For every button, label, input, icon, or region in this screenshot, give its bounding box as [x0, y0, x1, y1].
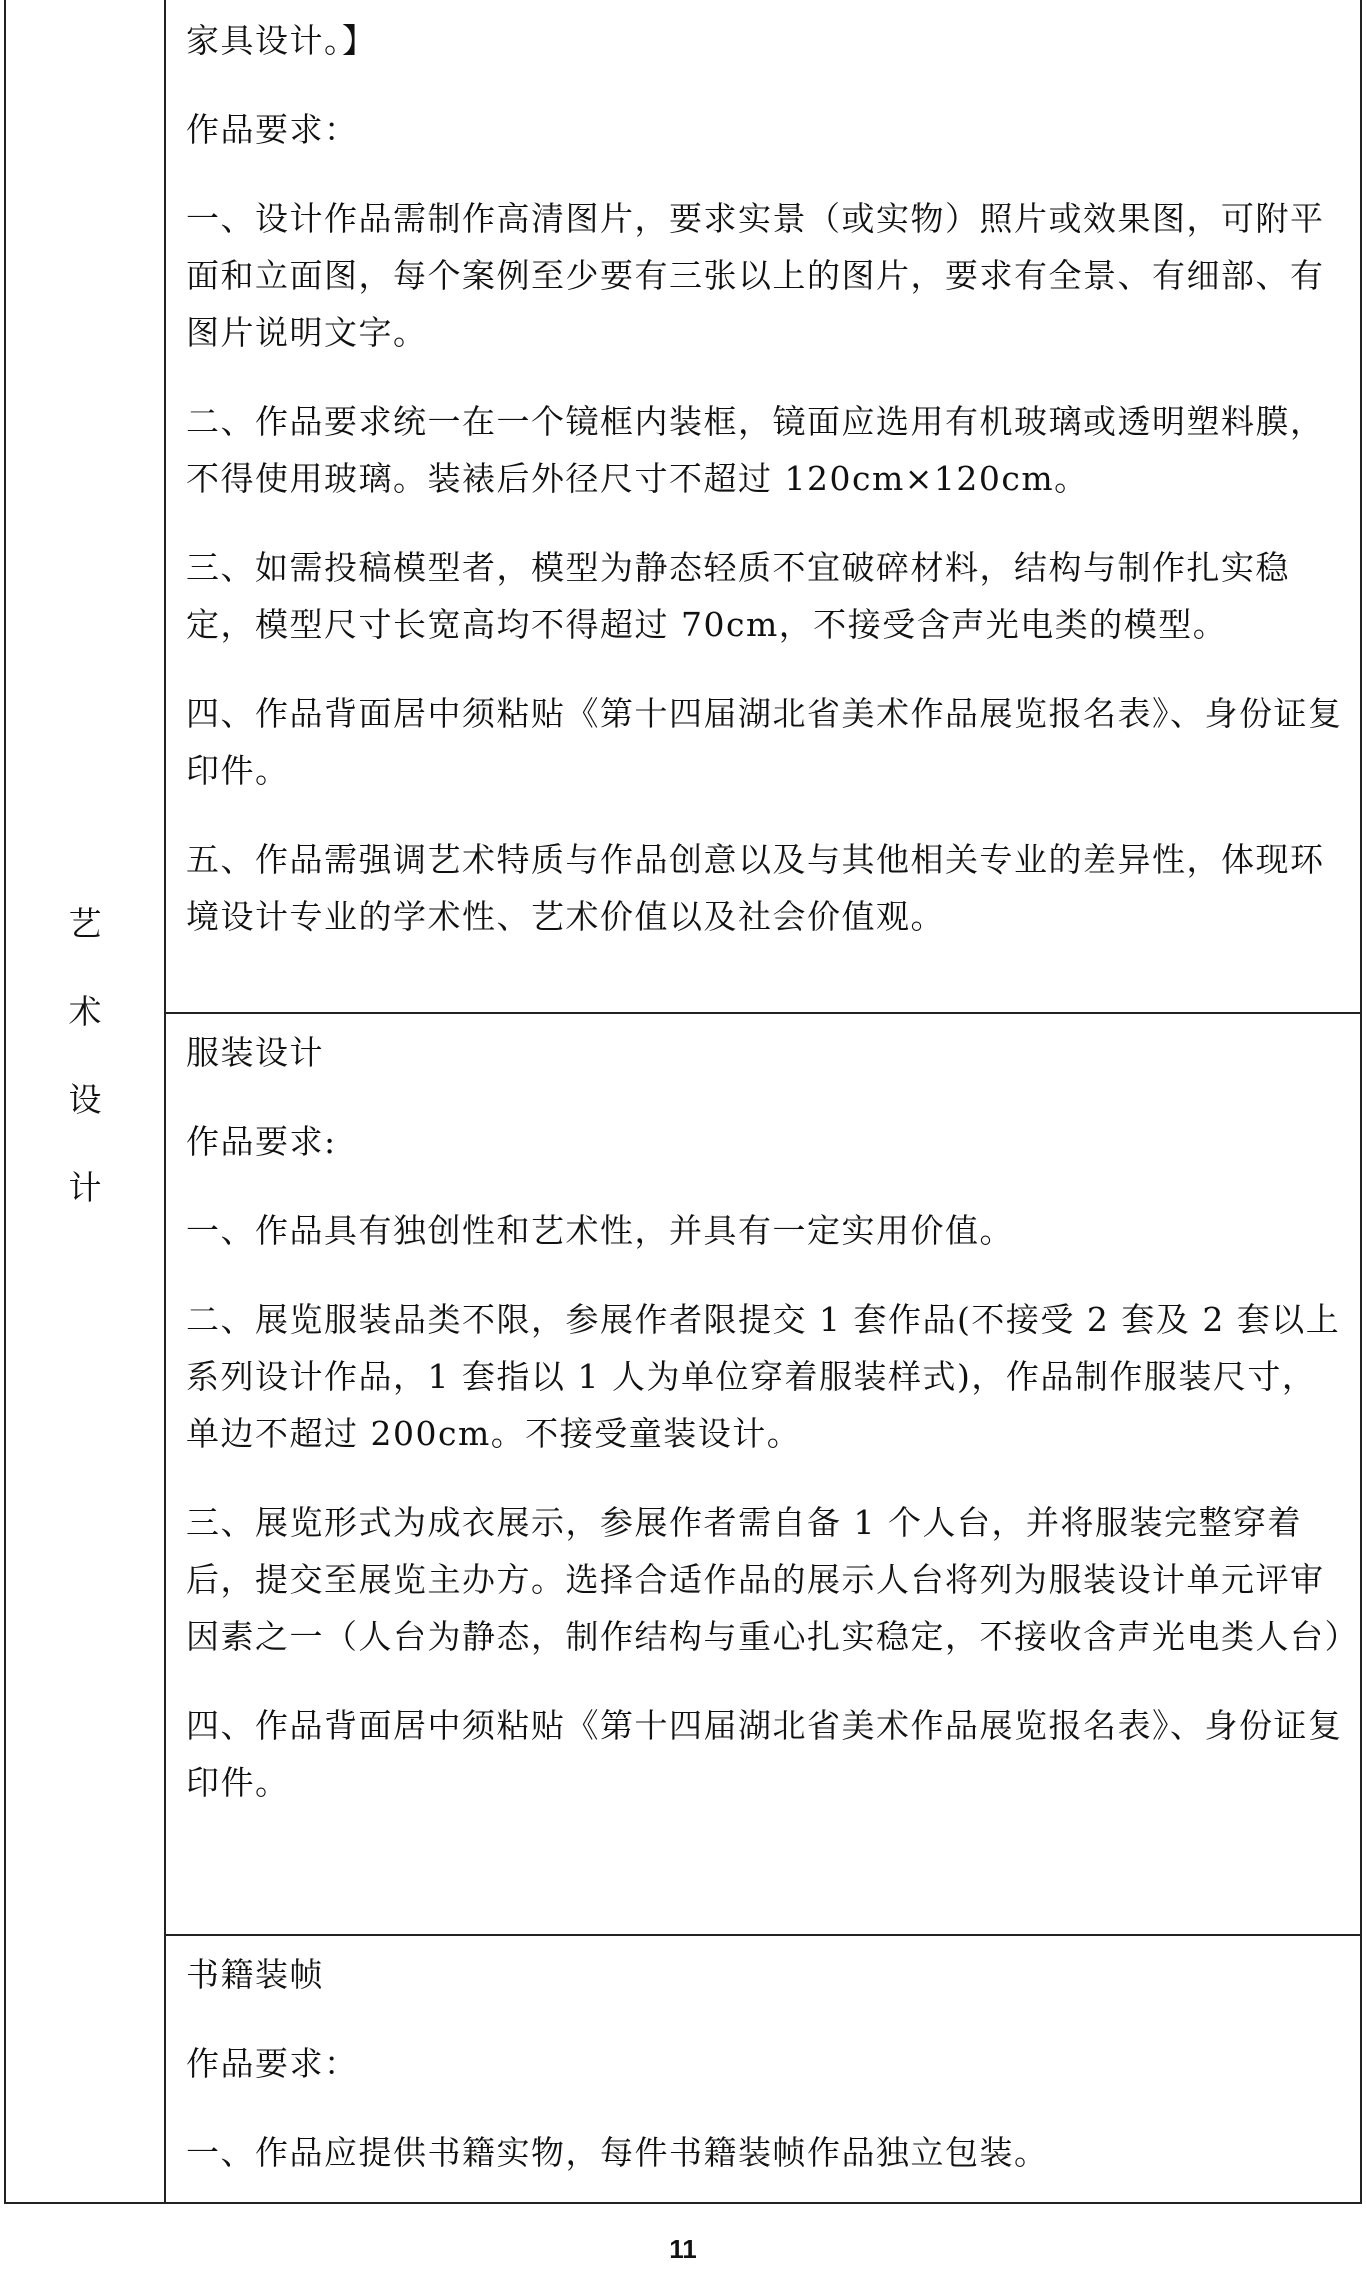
section-heading: 书籍装帧: [186, 1955, 324, 1994]
row-divider: [164, 1012, 1360, 1014]
paragraph: 一、作品应提供书籍实物，每件书籍装帧作品独立包装。: [186, 2133, 1049, 2172]
section-book-binding: [186, 1946, 1346, 2213]
paragraph: 二、作品要求统一在一个镜框内装框，镜面应选用有机玻璃或透明塑料膜，不得使用玻璃。装裱后外径尺寸不超过 120cm×120cm。: [186, 402, 1325, 498]
paragraph: 作品要求：: [186, 2044, 359, 2083]
paragraph: 家具设计。】: [186, 21, 377, 60]
column-divider: [164, 0, 166, 2202]
paragraph: 四、作品背面居中须粘贴《第十四届湖北省美术作品展览报名表》、身份证复印件。: [186, 694, 1343, 790]
paragraph: 二、展览服装品类不限，参展作者限提交 1 套作品(不接受 2 套及 2 套以上系列设计作品，1 套指以 1 人为单位穿着服装样式)，作品制作服装尺寸，单边不超过 200cm。不接受童装设计。: [186, 1300, 1341, 1453]
paragraph: 三、展览形式为成衣展示，参展作者需自备 1 个人台，并将服装完整穿着后，提交至展览主办方。选择合适作品的展示人台将列为服装设计单元评审因素之一（人台为静态，制作结构与重心扎实稳定，不接收含声光电类人台）: [186, 1503, 1359, 1656]
paragraph: 一、设计作品需制作高清图片，要求实景（或实物）照片或效果图，可附平面和立面图，每个案例至少要有三张以上的图片，要求有全景、有细部、有图片说明文字。: [186, 199, 1325, 352]
page-number: 11: [669, 2234, 697, 2264]
category-label-line2: 设 计: [68, 1080, 138, 1207]
category-label: [6, 880, 164, 1232]
paragraph: 三、如需投稿模型者，模型为静态轻质不宜破碎材料，结构与制作扎实稳定，模型尺寸长宽高均不得超过 70cm，不接受含声光电类的模型。: [186, 548, 1290, 644]
paragraph: 四、作品背面居中须粘贴《第十四届湖北省美术作品展览报名表》、身份证复印件。: [186, 1706, 1343, 1802]
requirements-table: [4, 0, 1362, 2204]
section-heading: 服装设计: [186, 1033, 324, 1072]
row-divider: [164, 1934, 1360, 1936]
section-fashion-design: [186, 1024, 1359, 1843]
paragraph: 作品要求:: [186, 1122, 337, 1161]
paragraph: 作品要求：: [186, 110, 359, 149]
paragraph: 一、作品具有独创性和艺术性，并具有一定实用价值。: [186, 1211, 1014, 1250]
section-furniture-design: [186, 12, 1346, 977]
paragraph: 五、作品需强调艺术特质与作品创意以及与其他相关专业的差异性，体现环境设计专业的学术性、艺术价值以及社会价值观。: [186, 840, 1325, 936]
category-label-line1: 艺 术: [68, 904, 138, 1031]
